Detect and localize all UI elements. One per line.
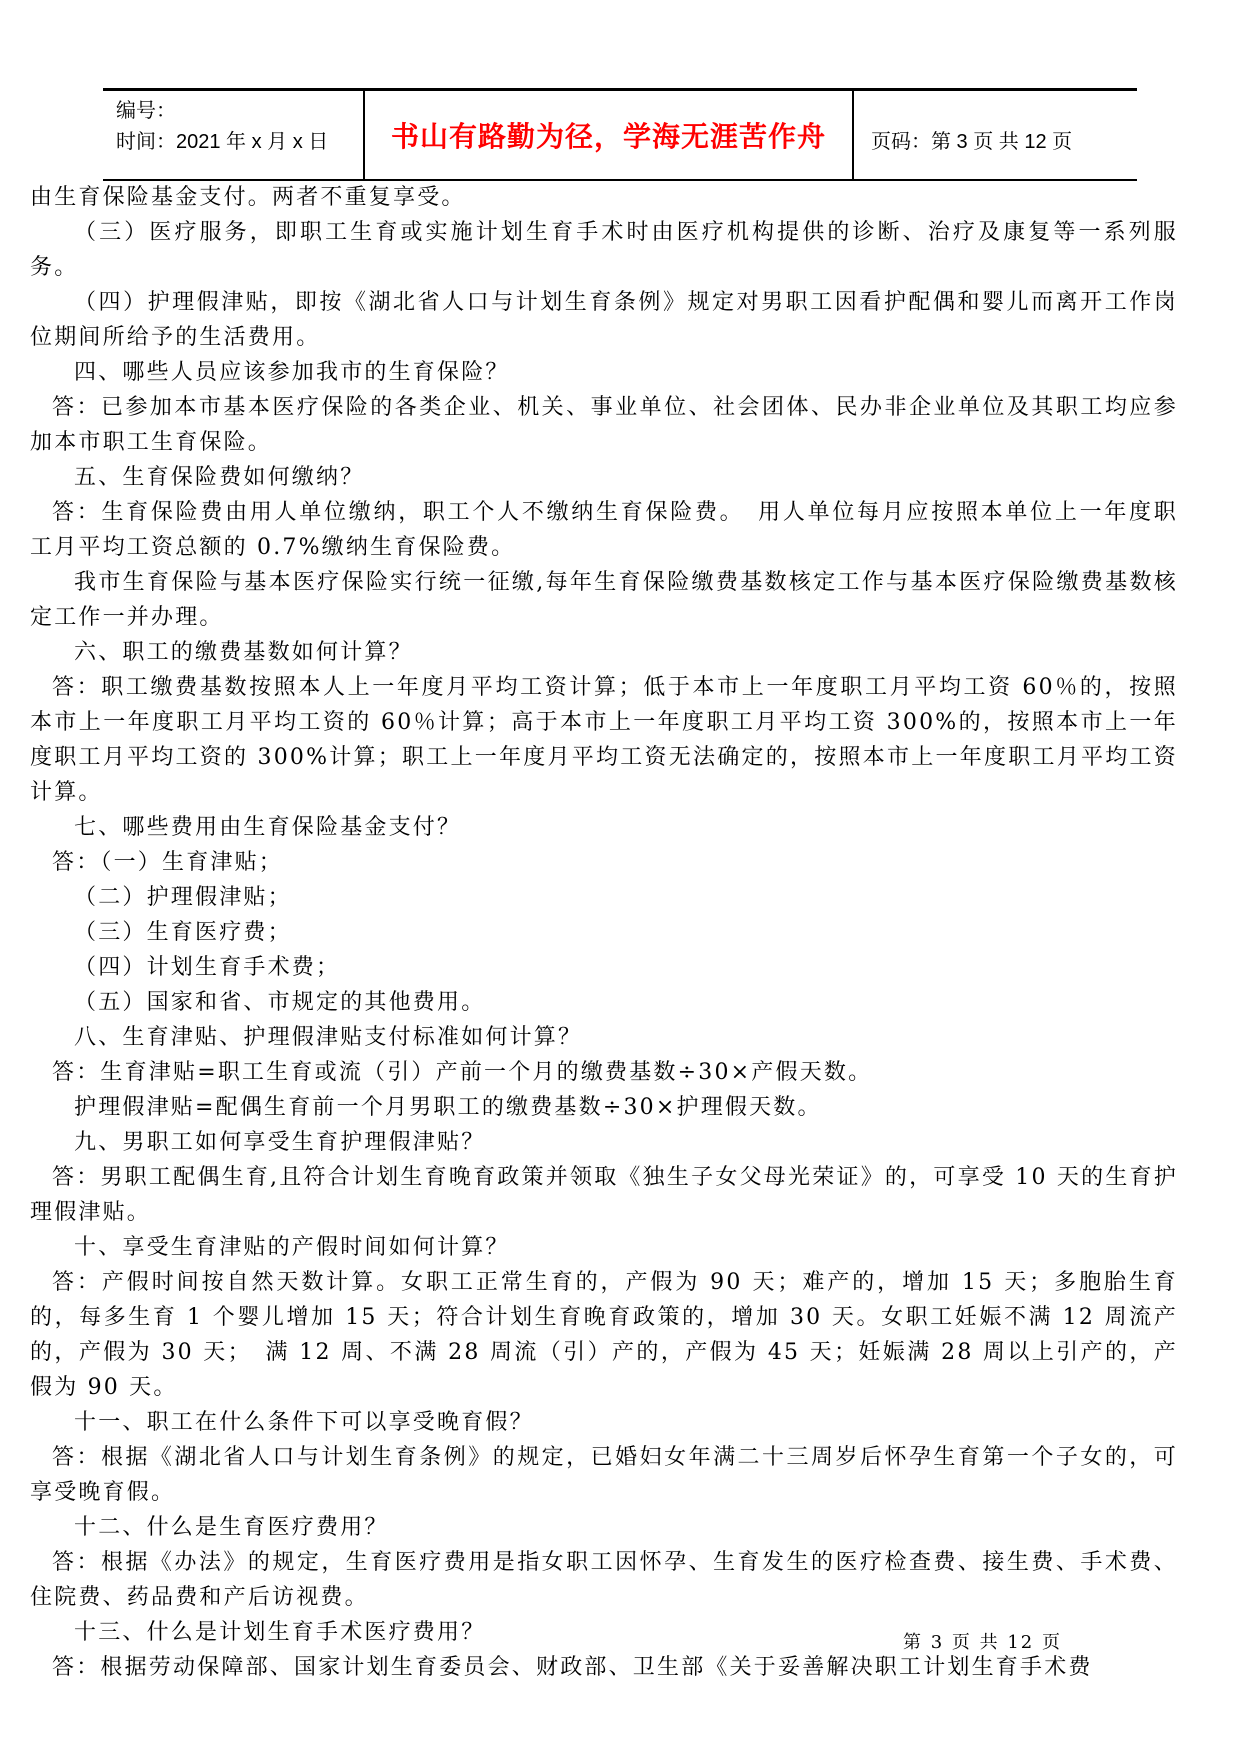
paragraph: 六、职工的缴费基数如何计算？ [74,640,413,665]
paragraph: 答：生育保险费由用人单位缴纳，职工个人不缴纳生育保险费。 用人单位每月应按照本单位上一年度职工月平均工资总额的 0.7%缴纳生育保险费。 [30,500,1178,560]
paragraph: 护理假津贴=配偶生育前一个月男职工的缴费基数÷30×护理假天数。 [74,1095,822,1120]
paragraph: 答：职工缴费基数按照本人上一年度月平均工资计算；低于本市上一年度职工月平均工资 60％的，按照本市上一年度职工月平均工资的 60％计算；高于本市上一年度职工月平均工资 300%的，按照本市上一年度职工月平均工资的 300%计算；职工上一年度月平均工资无法确定的，按照本市上一年度职工月平均工资计算。 [30,675,1178,805]
paragraph: 七、哪些费用由生育保险基金支付？ [74,815,462,840]
header-cell-meta [103,91,365,179]
paragraph: 四、哪些人员应该参加我市的生育保险？ [74,360,510,385]
paragraph: 十、享受生育津贴的产假时间如何计算？ [74,1235,510,1260]
paragraph: （四）护理假津贴，即按《湖北省人口与计划生育条例》规定对男职工因看护配偶和婴儿而离开工作岗位期间所给予的生活费用。 [30,290,1178,350]
paragraph: 五、生育保险费如何缴纳？ [74,465,365,490]
header-page-label: 页码：第 3 页 共 12 页 [871,130,1073,153]
paragraph: （五）国家和省、市规定的其他费用。 [74,990,486,1015]
paragraph: 答：男职工配偶生育,且符合计划生育晚育政策并领取《独生子女父母光荣证》的，可享受 10 天的生育护理假津贴。 [30,1165,1178,1225]
header-motto: 书山有路勤为径，学海无涯苦作舟 [390,122,826,153]
document-body [30,180,1178,1685]
header-cell-motto [365,91,854,179]
paragraph: （四）计划生育手术费； [74,955,341,980]
paragraph: 答：根据劳动保障部、国家计划生育委员会、财政部、卫生部《关于妥善解决职工计划生育手术费 [52,1655,1093,1680]
footer-page-number: 第 3 页 共 12 页 [903,1632,1062,1653]
paragraph: 九、男职工如何享受生育护理假津贴？ [74,1130,486,1155]
paragraph: 答：生育津贴=职工生育或流（引）产前一个月的缴费基数÷30×产假天数。 [52,1060,873,1085]
paragraph: 答：已参加本市基本医疗保险的各类企业、机关、事业单位、社会团体、民办非企业单位及其职工均应参加本市职工生育保险。 [30,395,1178,455]
paragraph: 八、生育津贴、护理假津贴支付标准如何计算？ [74,1025,583,1050]
paragraph: 答：（一）生育津贴； [52,850,284,875]
header-table [103,88,1137,181]
paragraph: （三）医疗服务，即职工生育或实施计划生育手术时由医疗机构提供的诊断、治疗及康复等一系列服务。 [30,220,1178,280]
paragraph: 答：根据《办法》的规定，生育医疗费用是指女职工因怀孕、生育发生的医疗检查费、接生费、手术费、住院费、药品费和产后访视费。 [30,1550,1178,1610]
paragraph: 十三、什么是计划生育手术医疗费用？ [74,1620,486,1645]
paragraph: （二）护理假津贴； [74,885,292,910]
header-cell-page [854,91,1137,179]
paragraph: 答：产假时间按自然天数计算。女职工正常生育的，产假为 90 天；难产的，增加 15 天；多胞胎生育的，每多生育 1 个婴儿增加 15 天；符合计划生育晚育政策的，增加 30 天。女职工妊娠不满 12 周流产的，产假为 30 天； 满 12 周、不满 28 周流（引）产的，产假为 45 天；妊娠满 28 周以上引产的，产假为 90 天。 [30,1270,1178,1400]
paragraph: 我市生育保险与基本医疗保险实行统一征缴,每年生育保险缴费基数核定工作与基本医疗保险缴费基数核定工作一并办理。 [30,570,1178,630]
header-time-label: 时间：2021 年 x 月 x 日 [116,131,329,153]
paragraph: 十二、什么是生育医疗费用？ [74,1515,389,1540]
paragraph: （三）生育医疗费； [74,920,292,945]
paragraph: 十一、职工在什么条件下可以享受晚育假？ [74,1410,534,1435]
paragraph: 由生育保险基金支付。两者不重复享受。 [30,185,466,210]
header-number-label: 编号： [116,100,176,122]
paragraph: 答：根据《湖北省人口与计划生育条例》的规定，已婚妇女年满二十三周岁后怀孕生育第一个子女的，可享受晚育假。 [30,1445,1178,1505]
